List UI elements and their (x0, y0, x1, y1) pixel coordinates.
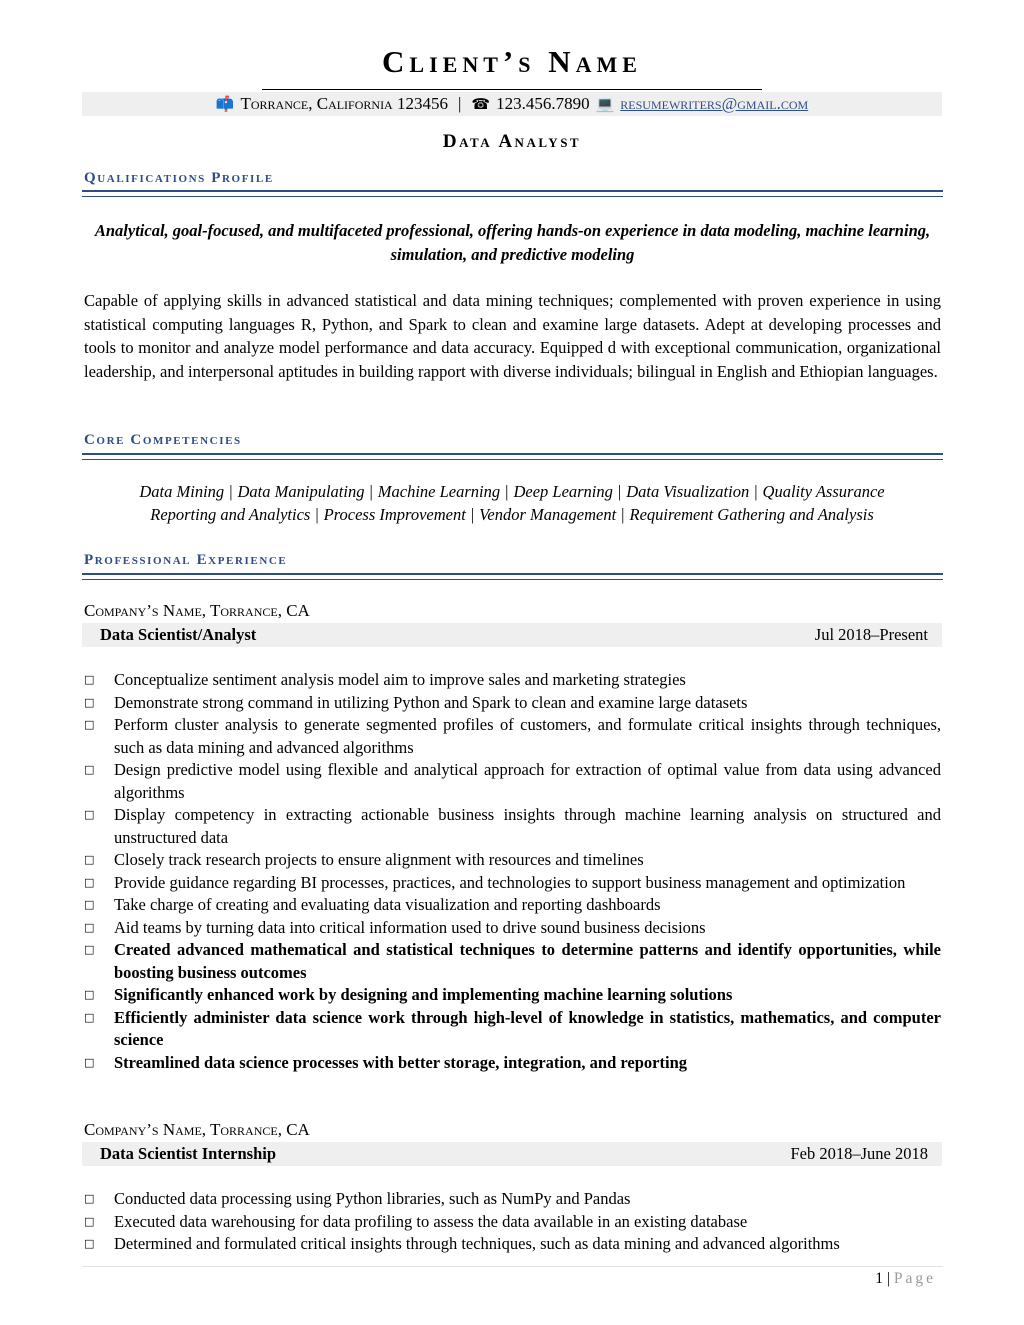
telephone-icon: ☎ (471, 96, 491, 113)
square-bullet-icon: □ (84, 1192, 95, 1205)
section-heading-competencies: Core Competencies (84, 432, 242, 448)
bullet-text: Demonstrate strong command in utilizing Python and Spark to clean and examine large datasets (114, 692, 748, 712)
competency-item: Process Improvement (323, 505, 466, 524)
bullet-text: Created advanced mathematical and statistical techniques to determine patterns and identify opportunities, while boosting business outcomes (114, 940, 941, 982)
bullet-item (84, 692, 941, 715)
competency-item: Requirement Gathering and Analysis (629, 505, 874, 524)
square-bullet-icon: □ (84, 1055, 95, 1069)
role-dates: Jul 2018–Present (814, 625, 928, 644)
square-bullet-icon: □ (84, 1010, 95, 1024)
competency-separator: | (369, 482, 373, 501)
square-bullet-icon: □ (84, 943, 95, 956)
bullet-item (84, 669, 941, 692)
location-text: Torrance, California 123456 (240, 94, 448, 113)
contact-separator: | (457, 94, 462, 113)
role-bar (82, 1142, 942, 1166)
section-heading-qualifications: Qualifications Profile (84, 170, 274, 186)
square-bullet-icon: □ (84, 763, 95, 776)
company-name: Company’s Name, Torrance, CA (84, 1120, 310, 1139)
square-bullet-icon: □ (84, 875, 95, 889)
competency-item: Data Manipulating (237, 482, 365, 501)
bullet-text: Perform cluster analysis to generate segmented profiles of customers, and formulate critical insights through techniques, such as data mining and advanced algorithms (114, 715, 941, 757)
bullet-text: Executed data warehousing for data profiling to assess the data available in an existing database (114, 1211, 748, 1231)
square-bullet-icon: □ (84, 718, 95, 731)
bullet-text: Significantly enhanced work by designing and implementing machine learning solutions (114, 985, 733, 1004)
competency-item: Reporting and Analytics (150, 505, 311, 524)
square-bullet-icon: □ (84, 1237, 95, 1250)
competency-item: Data Mining (139, 482, 225, 501)
page-footer (875, 1270, 936, 1288)
footer-rule (82, 1266, 943, 1267)
competency-separator: | (754, 482, 758, 501)
email-link[interactable]: resumewriters@gmail.com (620, 94, 809, 113)
phone-text: 123.456.7890 (496, 94, 590, 113)
competency-separator: | (505, 482, 509, 501)
competency-separator: | (315, 505, 319, 524)
profile-summary: Capable of applying skills in advanced statistical and data mining techniques; complemented with proven experience in using statistical computing languages R, Python, and Spark to clean and examine large datasets. Adept at developing processes and tools to monitor and analyze model performance and data accuracy. Equipped d with exceptional communication, organizational leadership, and interpersonal aptitudes in building rapport with diverse individuals; bilingual in English and Ethiopian languages. (84, 291, 941, 382)
section-rule (82, 190, 943, 197)
section-rule (82, 453, 943, 460)
page-number: 1 (875, 1270, 883, 1287)
bullet-text: Design predictive model using flexible and analytical approach for extraction of optimal value from data using advanced algorithms (114, 760, 941, 802)
bullet-item (84, 804, 941, 849)
square-bullet-icon: □ (84, 1214, 95, 1228)
square-bullet-icon: □ (84, 695, 95, 709)
bullet-item (84, 759, 941, 804)
competency-item: Quality Assurance (762, 482, 885, 501)
company-name: Company’s Name, Torrance, CA (84, 601, 310, 620)
page-label: Page (893, 1270, 936, 1287)
role-title: Data Scientist Internship (100, 1144, 277, 1163)
competency-item: Vendor Management (479, 505, 617, 524)
role-dates: Feb 2018–June 2018 (790, 1144, 928, 1163)
computer-icon: 💻 (595, 96, 615, 113)
square-bullet-icon: □ (84, 808, 95, 821)
bullet-item (84, 714, 941, 759)
role-title: Data Scientist/Analyst (100, 625, 257, 644)
name-underline (262, 89, 762, 90)
bullet-item (84, 1007, 941, 1052)
competency-separator: | (470, 505, 475, 524)
job-title: Data Analyst (442, 131, 582, 152)
bullet-text: Conducted data processing using Python libraries, such as NumPy and Pandas (114, 1189, 631, 1208)
footer-separator: | (886, 1270, 890, 1287)
profile-tagline: Analytical, goal-focused, and multifaceted professional, offering hands-on experience in data modeling, machine learning, simulation, and predictive modeling (94, 221, 931, 264)
section-heading-experience: Professional Experience (84, 552, 288, 568)
bullet-text: Conceptualize sentiment analysis model aim to improve sales and marketing strategies (114, 670, 686, 689)
bullet-item (84, 1233, 941, 1256)
competency-separator: | (617, 482, 622, 501)
contact-bar (82, 92, 942, 116)
bullet-item (84, 1211, 941, 1234)
square-bullet-icon: □ (84, 673, 95, 686)
competency-separator: | (621, 505, 625, 524)
competency-item: Machine Learning (377, 482, 501, 501)
bullet-item (84, 917, 941, 940)
job-bullets (84, 1188, 941, 1256)
competency-separator: | (229, 482, 233, 501)
square-bullet-icon: □ (84, 853, 95, 866)
bullet-item (84, 984, 941, 1007)
square-bullet-icon: □ (84, 920, 95, 934)
competencies-line-2 (0, 505, 1024, 525)
bullet-item (84, 849, 941, 872)
bullet-item (84, 1188, 941, 1211)
bullet-item (84, 872, 941, 895)
bullet-text: Aid teams by turning data into critical information used to drive sound business decisions (114, 917, 706, 937)
job-bullets (84, 669, 941, 1074)
bullet-text: Determined and formulated critical insights through techniques, such as data mining and advanced algorithms (114, 1234, 840, 1253)
bullet-item (84, 894, 941, 917)
square-bullet-icon: □ (84, 988, 95, 1001)
mailbox-icon: 📫 (215, 96, 235, 113)
role-bar (82, 623, 942, 647)
competency-item: Deep Learning (513, 482, 613, 501)
bullet-text: Streamlined data science processes with better storage, integration, and reporting (114, 1052, 688, 1072)
bullet-text: Efficiently administer data science work through high-level of knowledge in statistics, mathematics, and computer science (114, 1007, 941, 1049)
bullet-item (84, 1052, 941, 1075)
bullet-text: Take charge of creating and evaluating data visualization and reporting dashboards (114, 895, 661, 914)
client-name: Client’s Name (382, 44, 642, 79)
competency-item: Data Visualization (626, 482, 750, 501)
square-bullet-icon: □ (84, 898, 95, 911)
bullet-item (84, 939, 941, 984)
competencies-line-1 (0, 482, 1024, 502)
section-rule (82, 573, 943, 580)
bullet-text: Closely track research projects to ensure alignment with resources and timelines (114, 850, 644, 869)
bullet-text: Display competency in extracting actionable business insights through machine learning analysis on structured and unstructured data (114, 805, 941, 847)
bullet-text: Provide guidance regarding BI processes, practices, and technologies to support business management and optimization (114, 872, 906, 892)
